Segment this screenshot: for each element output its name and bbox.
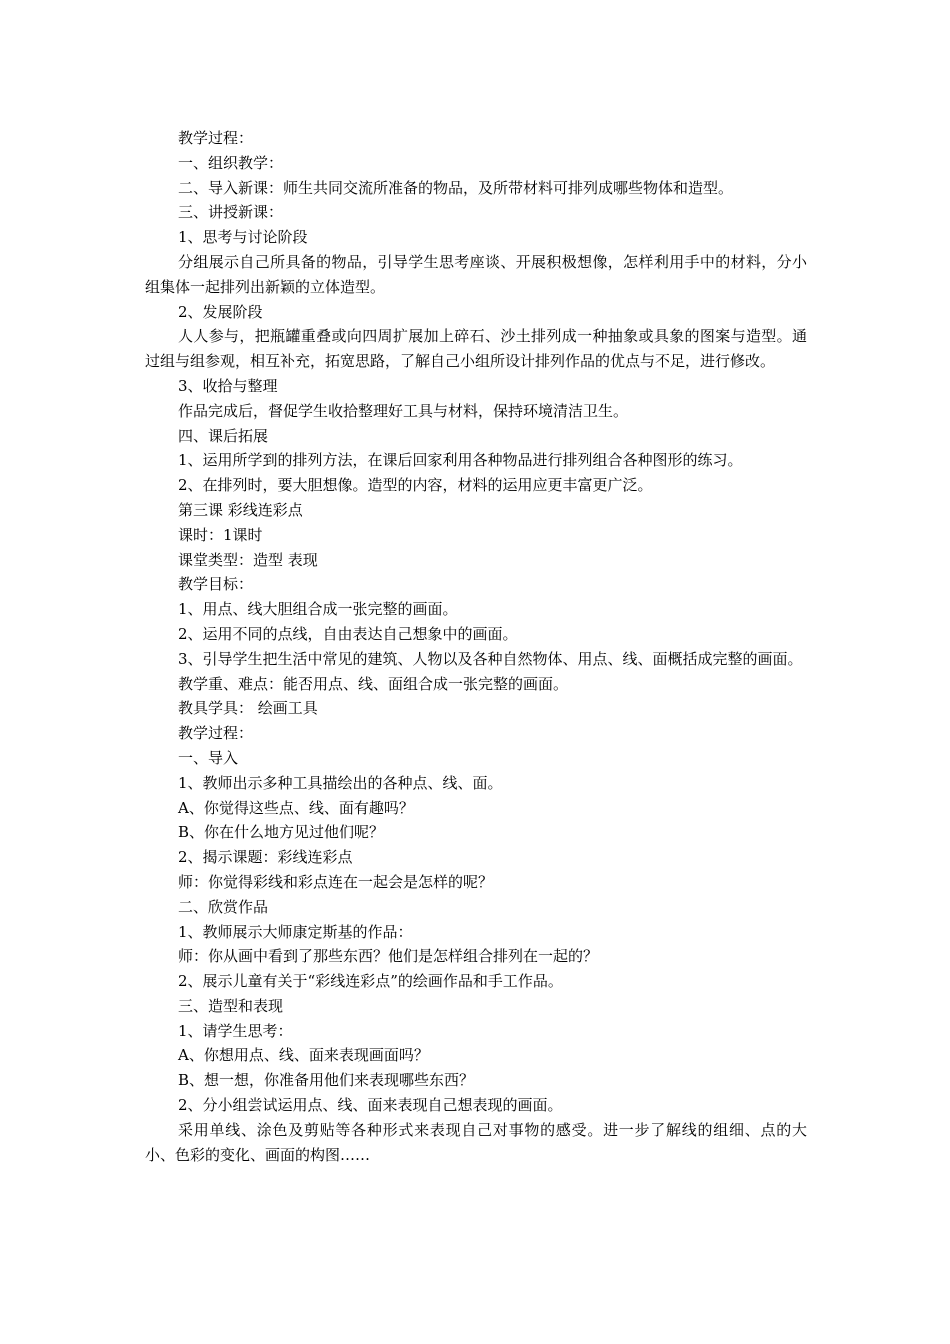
paragraph: 2、运用不同的点线，自由表达自己想象中的画面。 <box>178 624 518 643</box>
paragraph: A、你觉得这些点、线、面有趣吗？ <box>178 798 414 817</box>
paragraph: 2、分小组尝试运用点、线、面来表现自己想表现的画面。 <box>178 1096 563 1115</box>
paragraph: 教学目标： <box>178 575 254 594</box>
paragraph: 三、讲授新课： <box>178 203 284 222</box>
paragraph: 教学过程： <box>178 724 254 743</box>
paragraph: A、你想用点、线、面来表现画面吗？ <box>178 1046 429 1065</box>
paragraph: 1、运用所学到的排列方法，在课后回家利用各种物品进行排列组合各种图形的练习。 <box>178 451 743 470</box>
paragraph: 分组展示自己所具备的物品，引导学生思考座谈、开展积极想像，怎样利用手中的材料，分小组集体一起排列出新颖的立体造型。 <box>145 252 807 296</box>
paragraph: 二、导入新课：师生共同交流所准备的物品，及所带材料可排列成哪些物体和造型。 <box>178 178 734 197</box>
paragraph: 教具学具： 绘画工具 <box>178 699 318 718</box>
lesson-title: 第三课 彩线连彩点 <box>178 500 303 519</box>
paragraph: 一、组织教学： <box>178 153 284 172</box>
document-body <box>145 126 807 1167</box>
paragraph: 1、教师展示大师康定斯基的作品： <box>178 922 413 941</box>
paragraph: 3、收拾与整理 <box>178 376 278 395</box>
paragraph: 2、展示儿童有关于“彩线连彩点”的绘画作品和手工作品。 <box>178 972 563 991</box>
paragraph: B、你在什么地方见过他们呢？ <box>178 823 385 842</box>
paragraph: 2、在排列时，要大胆想像。造型的内容，材料的运用应更丰富更广泛。 <box>178 476 653 495</box>
paragraph: 1、教师出示多种工具描绘出的各种点、线、面。 <box>178 773 503 792</box>
paragraph: 教学重、难点：能否用点、线、面组合成一张完整的画面。 <box>178 674 569 693</box>
paragraph: 四、课后拓展 <box>178 426 269 445</box>
paragraph: 一、导入 <box>178 748 239 767</box>
paragraph: 教学过程： <box>178 129 254 147</box>
paragraph: 师：你觉得彩线和彩点连在一起会是怎样的呢？ <box>178 872 494 891</box>
paragraph: 三、造型和表现 <box>178 996 284 1015</box>
paragraph: B、想一想，你准备用他们来表现哪些东西？ <box>178 1071 475 1090</box>
paragraph: 1、思考与讨论阶段 <box>178 228 308 247</box>
paragraph: 课堂类型：造型 表现 <box>178 550 318 569</box>
paragraph: 2、揭示课题：彩线连彩点 <box>178 848 353 867</box>
paragraph: 采用单线、涂色及剪贴等各种形式来表现自己对事物的感受。进一步了解线的组细、点的大小、色彩的变化、画面的构图…… <box>145 1120 807 1164</box>
paragraph: 1、请学生思考： <box>178 1021 293 1040</box>
paragraph: 课时：1课时 <box>178 525 263 544</box>
paragraph: 2、发展阶段 <box>178 302 263 321</box>
paragraph: 1、用点、线大胆组合成一张完整的画面。 <box>178 600 458 619</box>
paragraph: 师：你从画中看到了那些东西？他们是怎样组合排列在一起的？ <box>178 947 599 966</box>
paragraph: 二、欣赏作品 <box>178 897 269 916</box>
paragraph: 人人参与，把瓶罐重叠或向四周扩展加上碎石、沙土排列成一种抽象或具象的图案与造型。通过组与组参观，相互补充，拓宽思路，了解自己小组所设计排列作品的优点与不足，进行修改。 <box>145 327 807 371</box>
paragraph: 作品完成后，督促学生收拾整理好工具与材料，保持环境清洁卫生。 <box>178 401 629 420</box>
paragraph: 3、引导学生把生活中常见的建筑、人物以及各种自然物体、用点、线、面概括成完整的画面。 <box>178 649 803 668</box>
